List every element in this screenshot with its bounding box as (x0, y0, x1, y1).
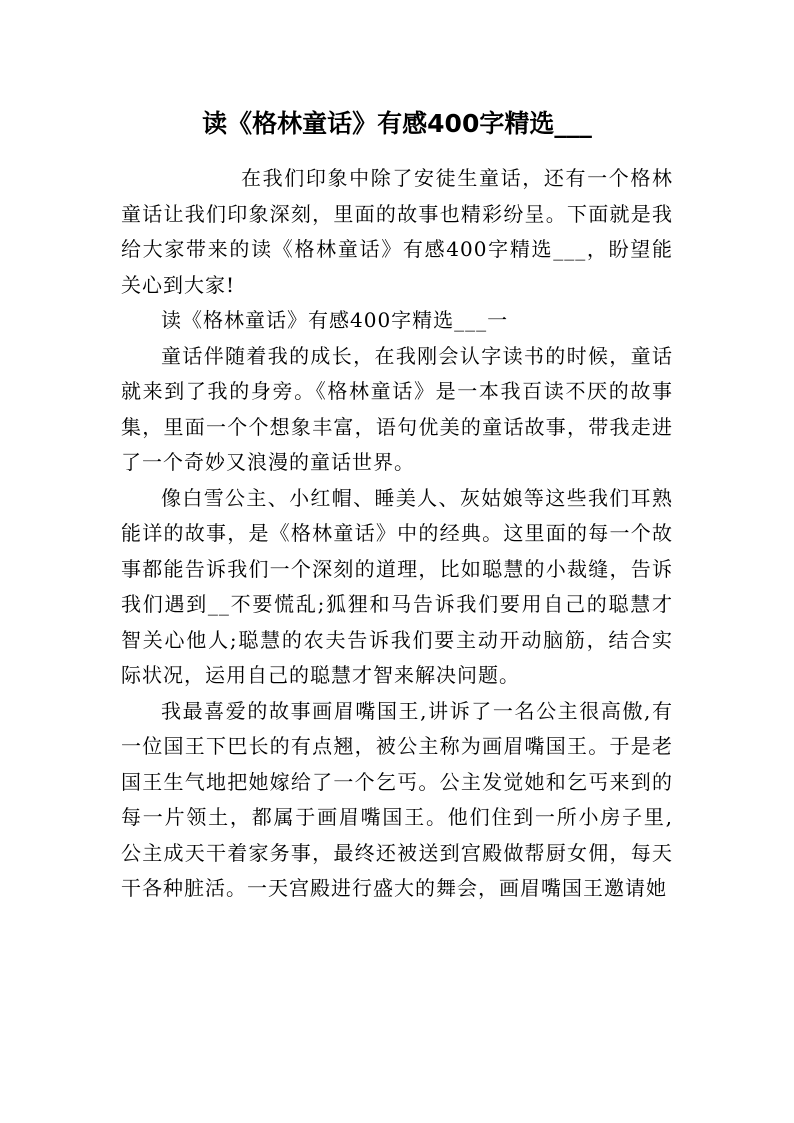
intro-paragraph: 在我们印象中除了安徒生童话，还有一个格林童话让我们印象深刻，里面的故事也精彩纷呈。下面就是我给大家带来的读《格林童话》有感400字精选___，盼望能关心到大家! (121, 166, 673, 297)
section-heading: 读《格林童话》有感400字精选___一 (161, 308, 509, 332)
body-paragraph: 童话伴随着我的成长，在我刚会认字读书的时候，童话就来到了我的身旁。《格林童话》是一本我百读不厌的故事集，里面一个个想象丰富，语句优美的童话故事，带我走进了一个奇妙又浪漫的童话世界。 (121, 343, 673, 474)
document-title: 读《格林童话》有感400字精选___ (202, 109, 592, 138)
body-paragraph: 像白雪公主、小红帽、睡美人、灰姑娘等这些我们耳熟能详的故事，是《格林童话》中的经典。这里面的每一个故事都能告诉我们一个深刻的道理，比如聪慧的小裁缝，告诉我们遇到__不要慌乱;狐狸和马告诉我们要用自己的聪慧才智关心他人;聪慧的农夫告诉我们要主动开动脑筋，结合实际状况，运用自己的聪慧才智来解决问题。 (121, 485, 673, 687)
body-paragraph: 我最喜爱的故事画眉嘴国王,讲诉了一名公主很高傲,有一位国王下巴长的有点翘，被公主称为画眉嘴国王。于是老国王生气地把她嫁给了一个乞丐。公主发觉她和乞丐来到的每一片领土，都属于画眉嘴国王。他们住到一所小房子里,公主成天干着家务事，最终还被送到宫殿做帮厨女佣，每天干各种脏活。一天宫殿进行盛大的舞会，画眉嘴国王邀请她 (121, 698, 673, 900)
document-body (121, 161, 673, 907)
